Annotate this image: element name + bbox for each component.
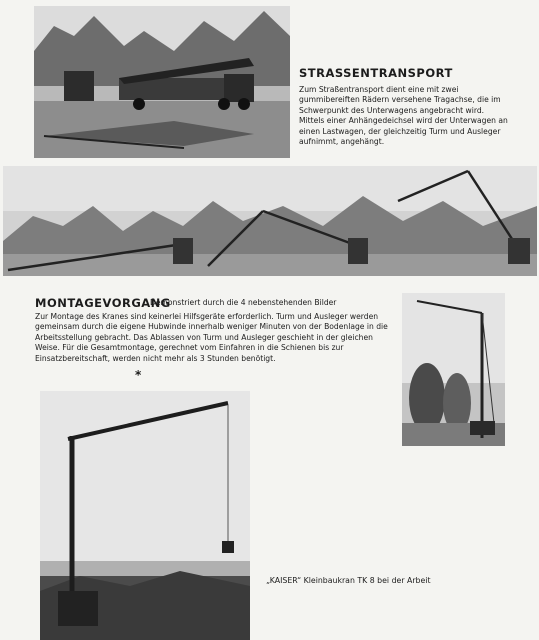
- montagevorgang-text: Zur Montage des Kranes sind keinerlei Hilfsgeräte erforderlich. Turm und Ausleger werden gemeinsam durch die eigene Hubwinde innerhalb weniger Minuten von der Bodenlage in die Arbeitsstellung gebracht. Das Ablassen von Turm und Ausleger geschieht in der gleichen Weise. Für die Gesamtmontage, gerechnet vom Einfahren in die Schienen bis zur Einsatzbereitschaft, werden nicht mehr als 3 Stunden benötigt.: [35, 312, 388, 363]
- truck-transport-photo: [34, 6, 290, 158]
- strassentransport-text: Zum Straßentransport dient eine mit zwei gummibereiften Rädern versehene Tragachse, die im Schwerpunkt des Unterwagens angebracht wird. Mittels einer Anhängedeichsel wird der Unterwagen an einen Lastwagen, der gleichzeitig Turm und Ausleger aufnimmt, angehängt.: [299, 85, 508, 147]
- crane-photo-caption: „KAISER“ Kleinbaukran TK 8 bei der Arbeit: [266, 576, 431, 585]
- section-title-strassentransport: STRASSENTRANSPORT: [299, 66, 453, 80]
- asterisk-marker: *: [135, 368, 142, 382]
- montagevorgang-subtitle: Demonstriert durch die 4 nebenstehenden Bilder: [150, 298, 337, 307]
- section-title-montagevorgang: MONTAGEVORGANG: [35, 296, 171, 310]
- montage-sequence-photo: [3, 166, 537, 276]
- erected-crane-photo: [402, 293, 505, 446]
- crane-at-work-photo: [40, 391, 250, 640]
